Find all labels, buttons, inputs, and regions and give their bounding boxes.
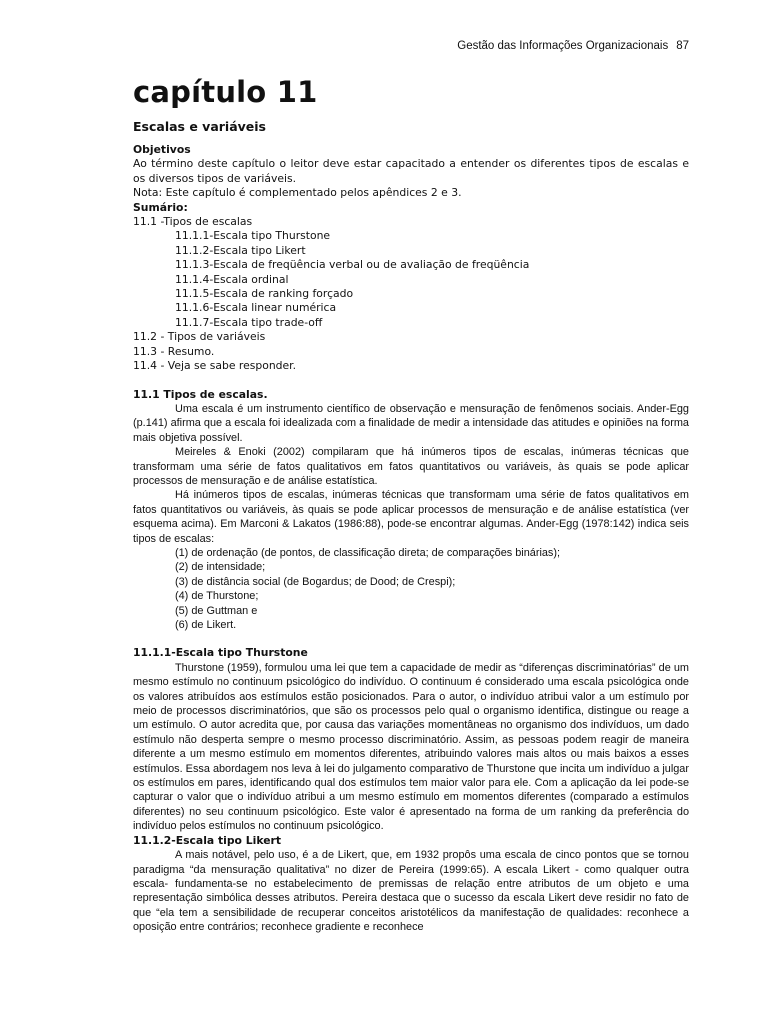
- list-item: (5) de Guttman e: [175, 604, 258, 617]
- paragraph: Thurstone (1959), formulou uma lei que tem a capacidade de medir as “diferenças discriminatórias” de um mesmo estímulo no continuum psicológico do indivíduo. O continuum é considerado uma escala psicológica onde os valores atribuídos aos estímulos estão posicionados. Para o autor, o indivíduo atribui valor a um estímulo por meio de processos discriminatórios, que são os processos pelo qual o organismo identifica, distingue ou reage a um estímulo. O autor acredita que, por causa das variações momentâneas no organismo dos indivíduos, um dado estímulo não desperta sempre o mesmo processo discriminatório. Assim, as pessoas podem reagir de maneira diferente a um mesmo estímulo em momentos diferentes, atribuindo valores mais altos ou mais baixos a esses estímulos. Essa abordagem nos leva à lei do julgamento comparativo de Thurstone que incita um indivíduo a julgar os estímulos em pares, identificando qual dos estímulos tem maior valor para ele. Com a aplicação da lei pode-se capturar o valor que o indivíduo atribui a um mesmo estímulo em momentos diferentes (comparado a estímulos diferentes) no seu continuum psicológico. Este valor é apresentado na forma de um ranking da preferência do indivíduo pelos estímulos no continuum psicológico.: [133, 661, 689, 833]
- summary-item: 11.1.2-Escala tipo Likert: [175, 243, 306, 257]
- running-header: [133, 38, 689, 54]
- objectives-note: Nota: Este capítulo é complementado pelos apêndices 2 e 3.: [133, 186, 462, 200]
- summary-item: 11.1.1-Escala tipo Thurstone: [175, 229, 331, 243]
- summary-item: 11.2 - Tipos de variáveis: [133, 330, 266, 344]
- paragraph: A mais notável, pelo uso, é a de Likert, que, em 1932 propôs uma escala de cinco pontos que se tornou paradigma “da mensuração qualitativa” no dizer de Pereira (1999:65). A escala Likert - como qualquer outra escala- fundamenta-se no estabelecimento de premissas de relação entre atributos de um objeto e uma representação simbólica desses atributos. Pereira destaca que o sucesso da escala Likert deve residir no fato de que “ela tem a sensibilidade de recuperar conceitos aristotélicos da manifestação de qualidades: reconhece a oposição entre contrários; reconhece gradiente e reconhece: [133, 849, 689, 934]
- paragraph: Meireles & Enoki (2002) compilaram que há inúmeros tipos de escalas, inúmeras técnicas que transformam uma série de fatos qualitativos em fatos quantitativos ou variáveis, às quais se pode aplicar processos de mensuração e de análise estatística.: [133, 446, 689, 487]
- page-number: 87: [676, 40, 689, 52]
- summary-item: 11.1 -Tipos de escalas: [133, 215, 253, 229]
- list-item: (4) de Thurstone;: [175, 590, 259, 603]
- spacer: [133, 374, 689, 388]
- summary-list: [133, 215, 689, 373]
- objectives-text: Ao término deste capítulo o leitor deve estar capacitado a entender os diferentes tipos de escalas e os diversos tipos de variáveis.: [133, 157, 689, 185]
- document-page: [133, 38, 689, 935]
- list-item: (3) de distância social (de Bogardus; de Dood; de Crespi);: [175, 575, 456, 588]
- objectives-heading: Objetivos: [133, 143, 191, 156]
- running-title: Gestão das Informações Organizacionais: [457, 40, 669, 52]
- paragraph: Há inúmeros tipos de escalas, inúmeras técnicas que transformam uma série de fatos qualitativos em fatos quantitativos ou variáveis, às quais se pode aplicar processos de mensuração e de análise estatística (ver esquema acima). Em Marconi & Lakatos (1986:88), pode-se encontrar algumas. Ander-Egg (1978:142) indica seis tipos de escalas:: [133, 489, 689, 545]
- summary-item: 11.3 - Resumo.: [133, 344, 215, 358]
- summary-item: 11.1.4-Escala ordinal: [175, 272, 289, 286]
- scale-types-list: [133, 546, 689, 632]
- list-item: (2) de intensidade;: [175, 561, 266, 574]
- section-heading-11-1-1: 11.1.1-Escala tipo Thurstone: [133, 646, 308, 660]
- summary-item: 11.1.6-Escala linear numérica: [175, 301, 337, 315]
- summary-item: 11.1.3-Escala de freqüência verbal ou de avaliação de freqüência: [175, 258, 530, 272]
- paragraph: Uma escala é um instrumento científico de observação e mensuração de fenômenos sociais. Ander-Egg (p.141) afirma que a escala foi idealizada com a finalidade de medir a intensidade das atitudes e opiniões na forma mais objetiva possível.: [133, 402, 689, 444]
- section-heading-11-1: 11.1 Tipos de escalas.: [133, 387, 268, 401]
- chapter-title: capítulo 11: [133, 75, 318, 109]
- summary-heading: Sumário:: [133, 200, 188, 214]
- chapter-subtitle: Escalas e variáveis: [133, 119, 266, 134]
- summary-item: 11.1.7-Escala tipo trade-off: [175, 315, 323, 329]
- summary-item: 11.4 - Veja se sabe responder.: [133, 359, 297, 373]
- list-item: (1) de ordenação (de pontos, de classificação direta; de comparações binárias);: [175, 546, 561, 559]
- section-heading-11-1-2: 11.1.2-Escala tipo Likert: [133, 833, 282, 847]
- summary-item: 11.1.5-Escala de ranking forçado: [175, 287, 354, 301]
- list-item: (6) de Likert.: [175, 619, 237, 631]
- spacer: [133, 632, 689, 646]
